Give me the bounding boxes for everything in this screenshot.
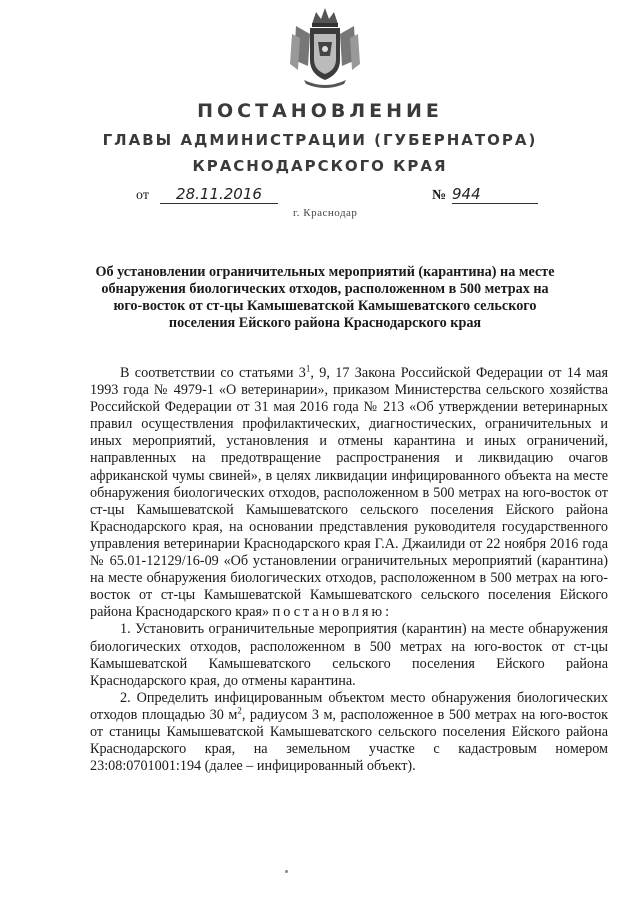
document-title: Об установлении ограничительных мероприятий (карантина) на месте обнаружения биологических отходов, расположенном в 500 метрах на юго-восток от ст-цы Камышеватской Камышеватского сельского поселения Ейского района Краснодарского края [95,264,555,331]
number-prefix: № [432,188,447,203]
item-2-text-b: , радиусом 3 м, расположенное в 500 метрах на юго-восток от станицы Камышеватской Камышеватского сельского поселения Ейского района Краснодарского края, на земельном участке с кадастровым номером 23:08:0701001:194 (далее – инфицированный объект). [90,706,608,775]
paragraph-preamble [90,365,608,621]
item-2-text-a: 2. Определить инфицированным объектом место обнаружения биологических отходов площадью 30 м [90,689,608,723]
preamble-text-a: В соответствии со статьями 3 [120,365,306,381]
document-number: 944 [452,185,538,204]
issuer-heading: ГЛАВЫ АДМИНИСТРАЦИИ (ГУБЕРНАТОРА) [102,131,538,149]
region-heading: КРАСНОДАРСКОГО КРАЯ [192,157,448,175]
superscript-1: 1 [305,363,311,374]
coat-of-arms-emblem [290,4,360,90]
date-prefix: от [136,188,149,203]
paragraph-item-1: 1. Установить ограничительные мероприятия (карантин) на месте обнаружения биологических отходов, расположенном в 500 метрах на юго-восток от ст-цы Камышеватской Камышеватского сельского поселения Ейского района Краснодарского края, до отмены карантина. [90,621,608,689]
document-date: 28.11.2016 [160,185,278,204]
paragraph-item-2 [90,690,608,775]
superscript-2: 2 [237,705,242,716]
city-label: г. Краснодар [293,207,358,219]
doc-type-heading: ПОСТАНОВЛЕНИЕ [197,100,443,122]
preamble-text-b: , 9, 17 Закона Российской Федерации от 14 мая 1993 года № 4979-1 «О ветеринарии», приказом Министерства сельского хозяйства Российской Федерации от 31 мая 2016 года № 213 «Об утверждении ветеринарных правил осуществления профилактических, диагностических, ограничительных и иных мероприятий, установления и отмены карантина и иных ограничений, направленных на предотвращение распространения и ликвидацию очагов африканской чумы свиней», в целях ликвидации инфицированного объекта на месте обнаружения биологических отходов, расположенном в 500 метрах на юго-восток от ст-цы Камышеватской Камышеватского сельского поселения Ейского района Краснодарского края, на основании представления руководителя государственного управления ветеринарии Краснодарского края Г.А. Джаилиди от 22 ноября 2016 года № 65.01-12129/16-09 «Об установлении ограничительных мероприятий (карантина) на месте обнаружения биологических отходов, расположенном в 500 метрах на юго-восток от ст-цы Камышеватской Камышеватского сельского поселения Ейского района Краснодарского края» [90,365,608,621]
resolve-word: постановляю: [272,604,393,621]
page-mark [285,870,288,873]
document-body [90,365,608,775]
